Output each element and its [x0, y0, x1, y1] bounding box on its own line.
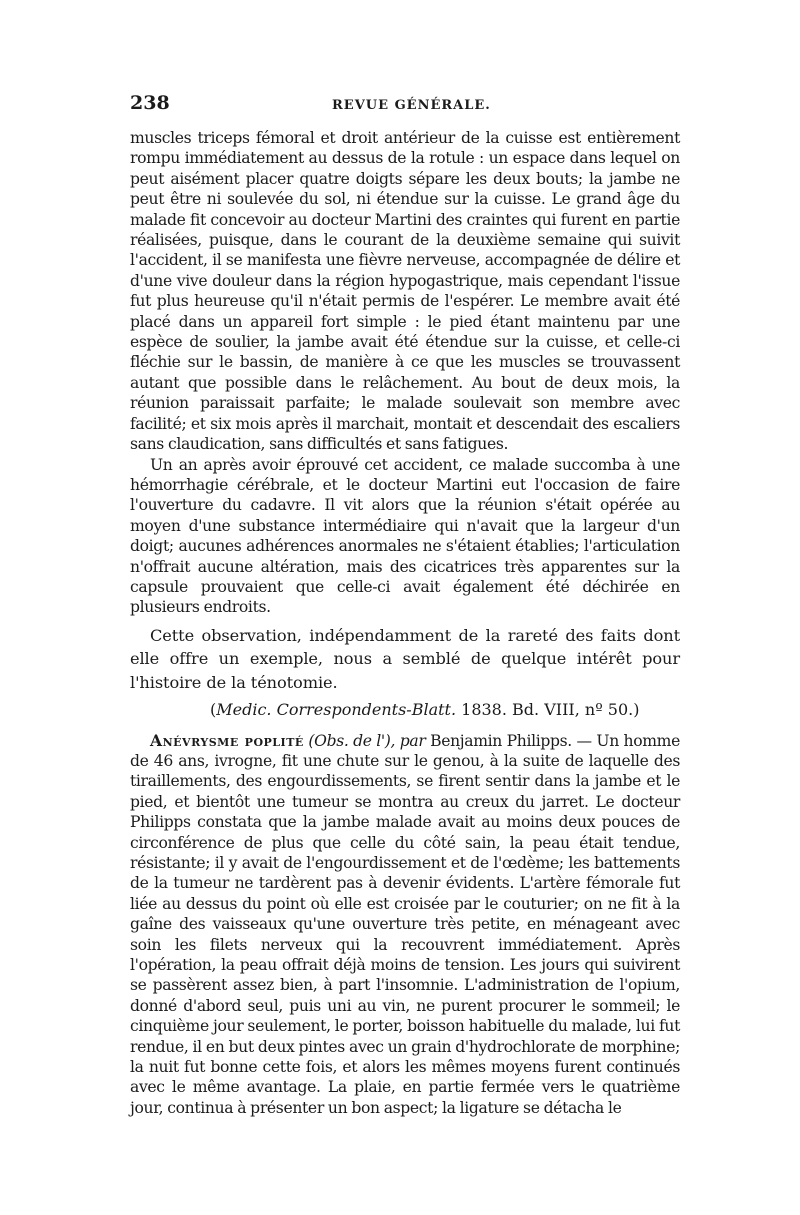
section-heading: Anévrysme poplité — [150, 730, 304, 750]
section-popliteal-aneurysm — [130, 731, 680, 1119]
section-body-text: Un homme de 46 ans, ivrogne, fit une chute sur le genou, à la suite de laquelle des tiraillements, des engourdissements, se firent sentir dans la jambe et le pied, et bientôt une tumeur se montra au creux du jarret. Le docteur Philipps constata que la jambe malade avait au moins deux pouces de circonférence de plus que celle du côté sain, la peau était tendue, résistante; il y avait de l'engourdissement et de l'œdème; les battements de la tumeur ne tardèrent pas à devenir évidents. L'artère fémorale fut liée au dessus du point où elle est croisée par le couturier; on ne fit à la gaîne des vaisseaux qu'une ouverture très petite, en ménageant avec soin les filets nerveux qui la recouvrent immédiatement. Après l'opération, la peau offrait déjà moins de tension. Les jours qui suivirent se passèrent assez bien, à part l'insomnie. L'administration de l'opium, donné d'abord seul, puis uni au vin, ne purent procurer le sommeil; le cinquième jour seulement, le porter, boisson habituelle du malade, lui fut rendue, il en but deux pintes avec un grain d'hydrochlorate de morphine; la nuit fut bonne cette fois, et alors les mêmes moyens furent continués avec le même avantage. La plaie, en partie fermée vers le quatrième jour, continua à présenter un bon aspect; la ligature se détacha le — [130, 731, 680, 1117]
page-number: 238 — [130, 92, 170, 114]
paragraph-autopsy: Un an après avoir éprouvé cet accident, ce malade succomba à une hémorrhagie cérébrale, et le docteur Martini eut l'occasion de faire l'ouverture du cadavre. Il vit alors que la réunion s'était opérée au moyen d'une substance intermédiaire qui n'avait que la largeur d'un doigt; aucunes adhérences anormales ne s'étaient établies; l'articulation n'offrait aucune altération, mais des cicatrices très apparentes sur la capsule prouvaient que celle-ci avait également été déchirée en plusieurs endroits. — [130, 455, 680, 617]
citation-open-paren: ( — [210, 699, 217, 719]
section-obs-note: (Obs. de l'), — [303, 731, 400, 750]
citation-source: Medic. Correspondents-Blatt. — [216, 699, 457, 719]
citation-details: 1838. Bd. VIII, nº 50.) — [456, 699, 640, 719]
source-citation — [130, 699, 680, 721]
book-page — [130, 92, 680, 1118]
paragraph-popliteal-aneurysm — [130, 731, 680, 1119]
page-header — [130, 92, 680, 122]
paragraph-observation-remark: Cette observation, indépendamment de la rareté des faits dont elle offre un exemple, nous a semblé de quelque intérêt pour l'histoire de la ténotomie. — [130, 625, 680, 692]
section-author: Benjamin Philipps. — — [425, 731, 592, 750]
paragraph-case-continuation: muscles triceps fémoral et droit antérieur de la cuisse est entièrement rompu immédiatement au dessus de la rotule : un espace dans lequel on peut aisément placer quatre doigts sépare les deux bouts; la jambe ne peut être ni soulevée du sol, ni étendue sur la cuisse. Le grand âge du malade fit concevoir au docteur Martini des craintes qui furent en partie réalisées, puisque, dans le courant de la deuxième semaine qui suivit l'accident, il se manifesta une fièvre nerveuse, accompagnée de délire et d'une vive douleur dans la région hypogastrique, mais cependant l'issue fut plus heureuse qu'il n'était permis de l'espérer. Le membre avait été placé dans un appareil fort simple : le pied étant maintenu par une espèce de soulier, la jambe avait été étendue sur la cuisse, et celle-ci fléchie sur le bassin, de manière à ce que les muscles se trouvassent autant que possible dans le relâchement. Au bout de deux mois, la réunion paraissait parfaite; le malade soulevait son membre avec facilité; et six mois après il marchait, montait et descendait des escaliers sans claudication, sans difficultés et sans fatigues. — [130, 129, 680, 454]
running-title: REVUE GÉNÉRALE. — [332, 98, 491, 113]
section-par-word: par — [399, 731, 426, 750]
